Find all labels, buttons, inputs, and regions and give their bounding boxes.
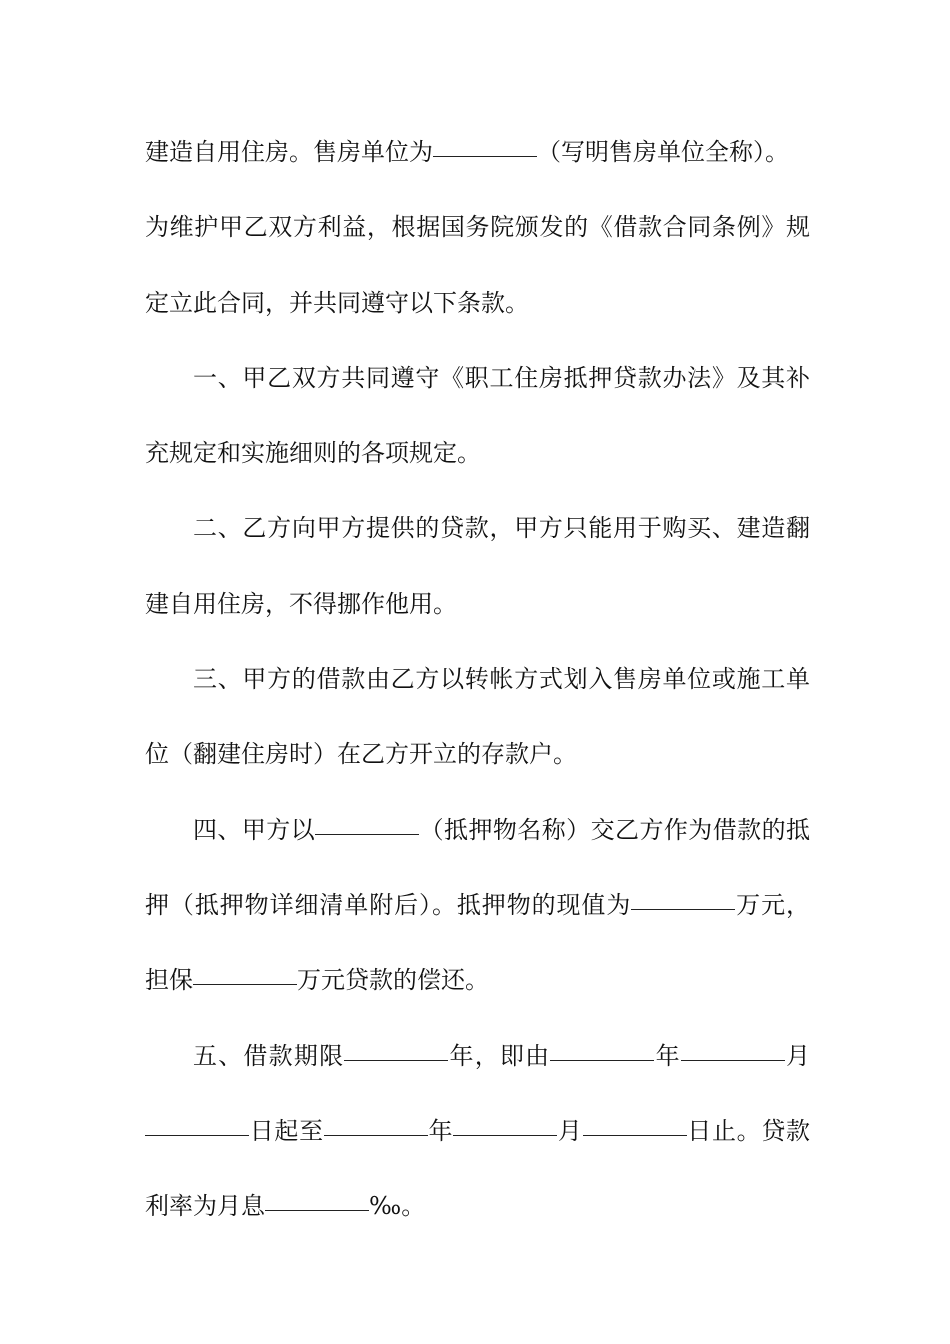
fill-in-blank[interactable]: [433, 155, 537, 157]
clause-paragraph: [145, 1019, 810, 1245]
paragraph-text: （抵押物名称）交乙方作为借款的抵押（抵押物详细清单附后）。抵押物的现值为: [145, 815, 811, 919]
fill-in-blank[interactable]: [681, 1059, 785, 1061]
fill-in-blank[interactable]: [453, 1134, 557, 1136]
paragraph-text: 万元贷款的偿还。: [297, 966, 489, 995]
paragraph-text: 建造自用住房。售房单位为: [145, 138, 433, 166]
paragraph-text: 年: [654, 1041, 681, 1070]
paragraph-text: ‰。: [369, 1192, 426, 1221]
document-body: [145, 115, 810, 1244]
clause-paragraph: [145, 491, 810, 642]
fill-in-blank[interactable]: [550, 1059, 654, 1061]
fill-in-blank[interactable]: [315, 833, 419, 835]
paragraph-text: 万元，担保: [145, 890, 811, 995]
paragraph-text: 月: [557, 1116, 583, 1145]
paragraph-text: 年: [427, 1116, 454, 1145]
clause-paragraph: [145, 341, 810, 492]
paragraph-text: 年，即由: [448, 1041, 551, 1070]
paragraph-text: 四、甲方以: [193, 815, 316, 844]
clause-paragraph: [145, 115, 810, 190]
paragraph-text: 一、甲乙双方共同遵守《职工住房抵押贷款办法》及其补充规定和实施细则的各项规定。: [145, 363, 810, 468]
clause-paragraph: [145, 642, 810, 793]
clause-paragraph: [145, 190, 810, 341]
paragraph-text: （写明售房单位全称）。: [537, 138, 789, 166]
paragraph-text: 为维护甲乙双方利益，根据国务院颁发的《借款合同条例》规定立此合同，并共同遵守以下条款。: [145, 213, 810, 317]
paragraph-text: 五、借款期限: [193, 1041, 345, 1070]
fill-in-blank[interactable]: [583, 1134, 687, 1136]
paragraph-text: 月: [784, 1041, 811, 1070]
paragraph-text: 二、乙方向甲方提供的贷款，甲方只能用于购买、建造翻建自用住房，不得挪作他用。: [145, 514, 810, 618]
paragraph-text: 日起至: [249, 1116, 324, 1145]
fill-in-blank[interactable]: [324, 1134, 428, 1136]
fill-in-blank[interactable]: [193, 983, 297, 985]
fill-in-blank[interactable]: [631, 908, 735, 910]
paragraph-text: 日止。贷款利率为月息: [145, 1116, 811, 1221]
paragraph-text: 三、甲方的借款由乙方以转帐方式划入售房单位或施工单位（翻建住房时）在乙方开立的存款户。: [145, 665, 810, 769]
fill-in-blank[interactable]: [344, 1059, 448, 1061]
fill-in-blank[interactable]: [265, 1209, 369, 1211]
clause-paragraph: [145, 793, 810, 1019]
fill-in-blank[interactable]: [145, 1134, 249, 1136]
